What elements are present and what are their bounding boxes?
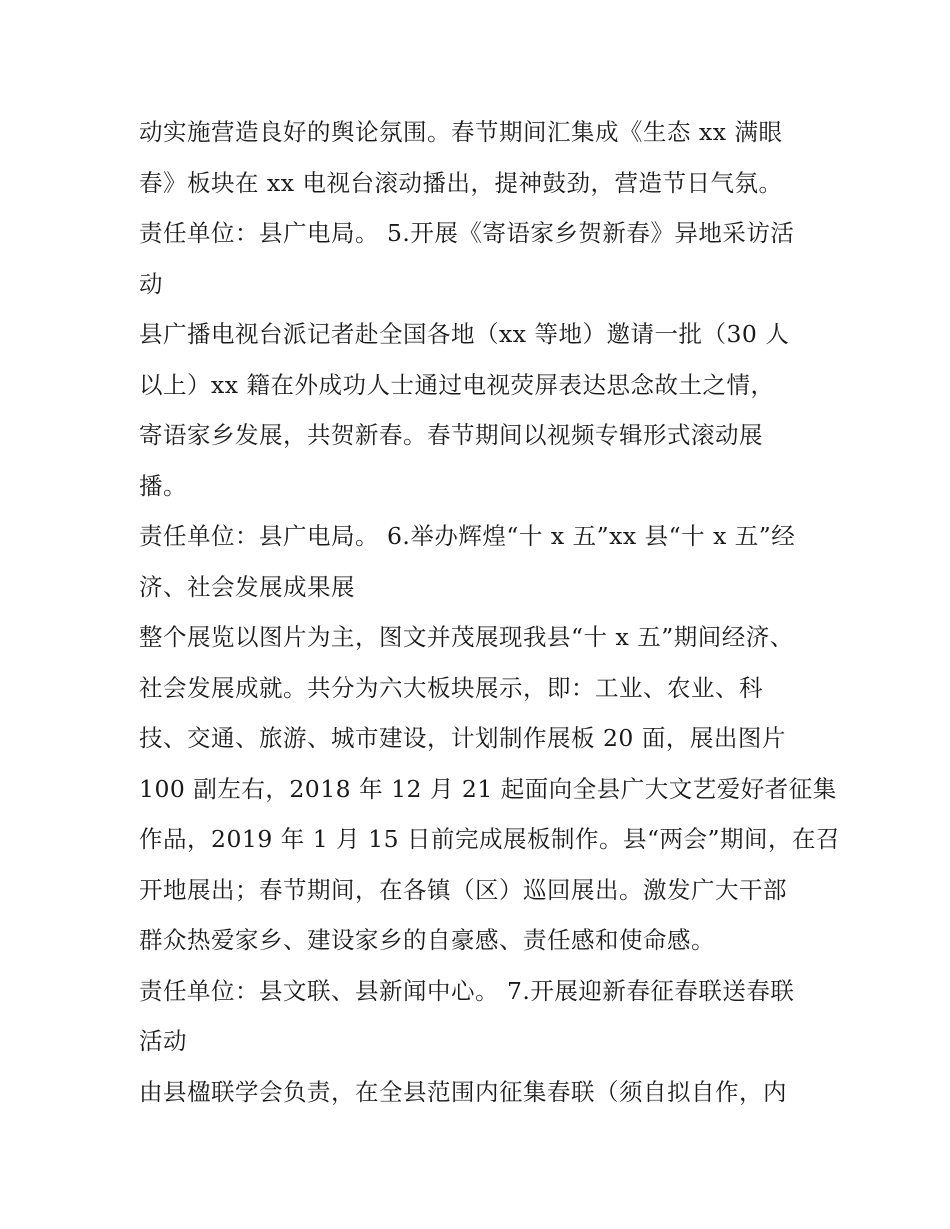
paragraph-exhibition	[139, 612, 841, 966]
paragraph-couplet-collection	[139, 1067, 819, 1118]
text-line: 整个展览以图片为主，图文并茂展现我县“十 x 五”期间经济、	[139, 623, 794, 651]
text-line: 以上）xx 籍在外成功人士通过电视荧屏表达思念故土之情，	[139, 370, 775, 399]
text-line: 县广播电视台派记者赴全国各地（xx 等地）邀请一批（30 人	[139, 320, 790, 348]
paragraph-publicity-atmosphere	[139, 107, 819, 208]
text-line: 活动	[139, 1027, 187, 1055]
text-line: 作品，2019 年 1 月 15 日前完成展板制作。县“两会”期间，在召	[139, 825, 841, 853]
text-line: 动	[139, 269, 163, 298]
text-line: 群众热爱家乡、建设家乡的自豪感、责任感和使命感。	[139, 926, 715, 954]
paragraph-responsibility-6	[139, 511, 819, 612]
text-line: 济、社会发展成果展	[139, 572, 355, 601]
text-line: 社会发展成就。共分为六大板块展示，即：工业、农业、科	[139, 673, 763, 702]
text-line: 责任单位：县广电局。 5.开展《寄语家乡贺新春》异地采访活	[139, 219, 795, 247]
text-line: 播。	[139, 471, 187, 500]
document-body	[139, 107, 841, 1117]
text-line: 由县楹联学会负责，在全县范围内征集春联（须自拟自作，内	[139, 1077, 787, 1106]
text-line: 春》板块在 xx 电视台滚动播出，提神鼓劲，营造节日气氛。	[139, 168, 783, 197]
text-line: 动实施营造良好的舆论氛围。春节期间汇集成《生态 xx 满眼	[139, 118, 783, 146]
text-line: 责任单位：县广电局。 6.举办辉煌“十 x 五”xx 县“十 x 五”经	[139, 522, 796, 550]
paragraph-remote-interviews	[139, 309, 819, 511]
text-line: 责任单位：县文联、县新闻中心。 7.开展迎新春征春联送春联	[139, 976, 795, 1005]
paragraph-responsibility-7	[139, 966, 819, 1067]
paragraph-responsibility-5	[139, 208, 819, 309]
text-line: 寄语家乡发展，共贺新春。春节期间以视频专辑形式滚动展	[139, 421, 763, 449]
text-line: 开地展出；春节期间，在各镇（区）巡回展出。激发广大干部	[139, 875, 787, 904]
text-line: 技、交通、旅游、城市建设，计划制作展板 20 面，展出图片	[139, 724, 786, 752]
text-line: 100 副左右，2018 年 12 月 21 起面向全县广大文艺爱好者征集	[139, 774, 837, 803]
